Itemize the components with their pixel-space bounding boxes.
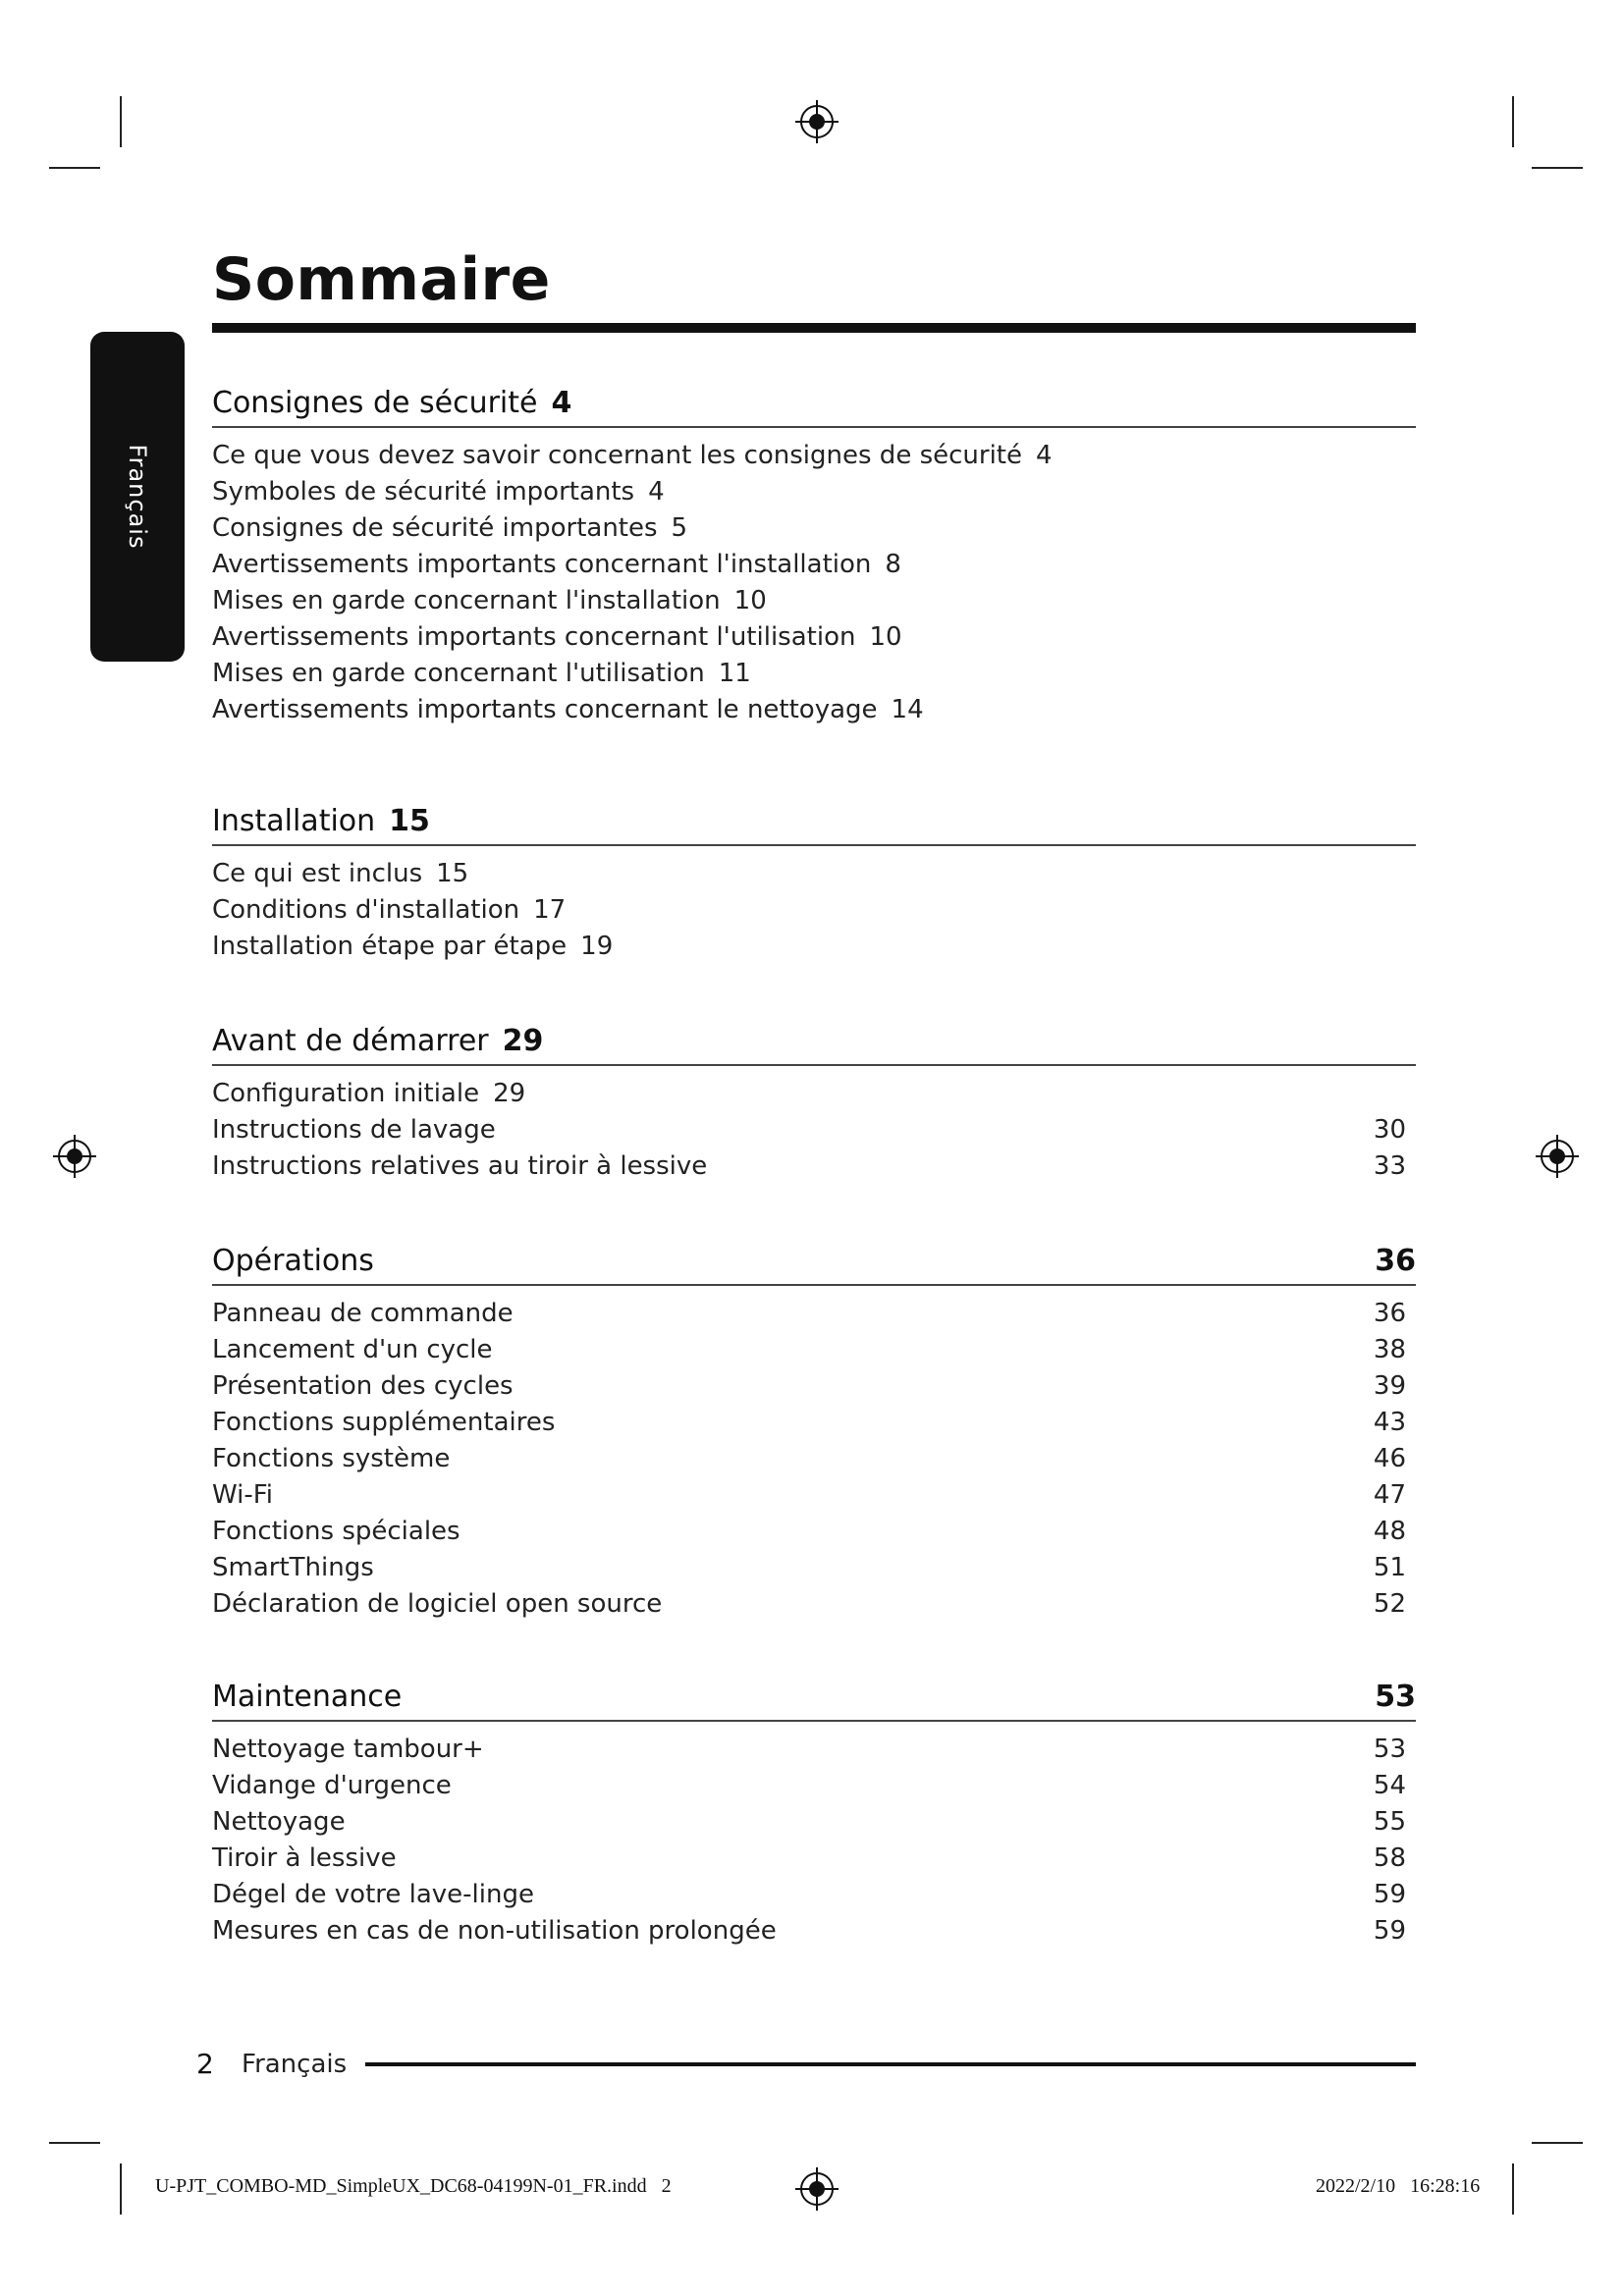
toc-item-page: 10 [733,586,767,615]
footer-language: Français [242,2050,348,2079]
toc-item-label: Présentation des cycles [212,1371,514,1401]
toc-item-page: 8 [885,550,901,579]
toc-item[interactable] [212,1332,1416,1368]
toc-item[interactable] [212,1405,1416,1441]
toc-item-label: Avertissements importants concernant l'utilisation [212,622,856,652]
crop-mark-bottom-left-h [49,2142,100,2144]
toc-item-page: 17 [533,895,567,925]
toc-item[interactable] [212,438,1416,474]
section-items [212,1076,1416,1185]
toc-item-page: 59 [1373,1880,1406,1909]
toc-item[interactable] [212,656,1416,692]
toc-item-label: Wi-Fi [212,1480,274,1510]
crop-mark-bottom-right-h [1532,2142,1583,2144]
toc-item[interactable] [212,1441,1416,1477]
toc-item-label: Dégel de votre lave-linge [212,1880,534,1909]
section-page: 53 [1375,1680,1416,1714]
crop-mark-top-left-v [120,96,122,147]
toc-item-label: Déclaration de logiciel open source [212,1589,663,1619]
section-title: Installation 15 [212,804,430,838]
toc-section-installation [212,799,1416,965]
toc-item-page: 47 [1373,1480,1406,1510]
toc-item[interactable] [212,1112,1416,1148]
language-side-tab [90,332,185,662]
section-items [212,1732,1416,1949]
toc-item-label: Configuration initiale [212,1079,480,1108]
toc-item-page: 29 [493,1079,526,1108]
toc-item-page: 11 [718,659,751,688]
toc-item-page: 46 [1373,1444,1406,1473]
toc-item[interactable] [212,1768,1416,1804]
toc-item-page: 38 [1373,1335,1406,1364]
toc-item-page: 48 [1373,1517,1406,1546]
section-items [212,856,1416,965]
toc-section-consignes [212,381,1416,728]
toc-item[interactable] [212,1877,1416,1913]
print-slug-file: U-PJT_COMBO-MD_SimpleUX_DC68-04199N-01_FR.indd 2 [155,2175,672,2197]
toc-item-label: Consignes de sécurité importantes [212,513,658,543]
toc-item-label: Tiroir à lessive [212,1843,397,1873]
toc-item-page: 15 [436,859,469,888]
toc-item[interactable] [212,1368,1416,1405]
toc-item-page: 30 [1373,1115,1406,1145]
section-title: Opérations [212,1244,374,1278]
toc-item-page: 55 [1373,1807,1406,1837]
registration-mark-top-icon [795,100,839,143]
toc-item-label: Fonctions système [212,1444,451,1473]
title-rule [212,323,1416,333]
toc-item[interactable] [212,1296,1416,1332]
crop-mark-top-right-h [1532,167,1583,169]
print-slug-timestamp: 2022/2/10 16:28:16 [1316,2175,1481,2197]
crop-mark-top-right-v [1512,96,1514,147]
toc-item[interactable] [212,1586,1416,1623]
toc-item[interactable] [212,1076,1416,1112]
toc-item-label: Symboles de sécurité importants [212,477,635,507]
section-page: 36 [1375,1244,1416,1278]
toc-item-page: 4 [1036,441,1053,470]
toc-item-label: Avertissements importants concernant l'installation [212,550,872,579]
toc-item-page: 58 [1373,1843,1406,1873]
toc-item-label: Mises en garde concernant l'installation [212,586,721,615]
section-items [212,1296,1416,1623]
toc-item[interactable] [212,619,1416,656]
section-title: Consignes de sécurité 4 [212,386,572,420]
crop-mark-bottom-right-v [1512,2163,1514,2215]
toc-item[interactable] [212,856,1416,892]
toc-item-label: Mises en garde concernant l'utilisation [212,659,705,688]
section-page: 4 [551,386,572,420]
toc-item[interactable] [212,1477,1416,1514]
section-title: Avant de démarrer 29 [212,1024,544,1058]
toc-item-label: Nettoyage [212,1807,346,1837]
crop-mark-bottom-left-v [120,2163,122,2215]
toc-item-page: 43 [1373,1408,1406,1437]
language-side-tab-label: Français [124,444,151,550]
toc-item-label: Ce que vous devez savoir concernant les consignes de sécurité [212,441,1022,470]
toc-item-page: 33 [1373,1151,1406,1181]
toc-item[interactable] [212,892,1416,929]
section-title: Maintenance [212,1680,403,1714]
toc-section-maintenance [212,1675,1416,1949]
toc-item[interactable] [212,1913,1416,1949]
toc-item[interactable] [212,1550,1416,1586]
toc-item-page: 54 [1373,1771,1406,1800]
toc-item-page: 39 [1373,1371,1406,1401]
footer-page-number: 2 [196,2048,214,2080]
section-heading [212,1239,1416,1286]
toc-item-label: Installation étape par étape [212,932,568,961]
toc-item[interactable] [212,510,1416,547]
toc-item-page: 53 [1373,1735,1406,1764]
registration-mark-right-icon [1536,1135,1579,1178]
toc-item-page: 51 [1373,1553,1406,1582]
toc-item-label: Avertissements importants concernant le nettoyage [212,695,878,724]
toc-item[interactable] [212,1148,1416,1185]
toc-item-page: 59 [1373,1916,1406,1946]
toc-item[interactable] [212,583,1416,619]
toc-item-label: Lancement d'un cycle [212,1335,493,1364]
toc-item-label: Vidange d'urgence [212,1771,452,1800]
section-heading [212,1019,1416,1066]
toc-item-label: SmartThings [212,1553,374,1582]
toc-item[interactable] [212,1732,1416,1768]
section-heading [212,799,1416,846]
toc-item-page: 36 [1373,1299,1406,1328]
toc-item[interactable] [212,547,1416,583]
registration-mark-bottom-icon [795,2167,839,2211]
section-heading [212,381,1416,428]
toc-item-page: 52 [1373,1589,1406,1619]
crop-mark-top-left-h [49,167,100,169]
toc-item-page: 19 [580,932,614,961]
section-heading [212,1675,1416,1722]
toc-item[interactable] [212,474,1416,510]
toc-item-label: Instructions de lavage [212,1115,496,1145]
toc-item-page: 4 [648,477,665,507]
section-page: 15 [389,804,430,838]
toc-item-label: Conditions d'installation [212,895,520,925]
toc-item-label: Instructions relatives au tiroir à lessive [212,1151,708,1181]
toc-item[interactable] [212,1514,1416,1550]
toc-item-label: Ce qui est inclus [212,859,423,888]
toc-section-operations [212,1239,1416,1623]
toc-item[interactable] [212,1841,1416,1877]
footer-rule [365,2062,1416,2066]
section-items [212,438,1416,728]
toc-section-avant-de-demarrer [212,1019,1416,1185]
toc-item-label: Panneau de commande [212,1299,514,1328]
page-title: Sommaire [212,245,551,314]
toc-item-page: 10 [869,622,902,652]
toc-item[interactable] [212,929,1416,965]
toc-item-label: Mesures en cas de non-utilisation prolongée [212,1916,777,1946]
toc-item[interactable] [212,692,1416,728]
toc-item-label: Fonctions supplémentaires [212,1408,556,1437]
toc-item[interactable] [212,1804,1416,1841]
registration-mark-left-icon [53,1135,96,1178]
toc-item-page: 14 [891,695,924,724]
section-page: 29 [502,1024,544,1058]
toc-item-label: Fonctions spéciales [212,1517,460,1546]
toc-item-page: 5 [671,513,688,543]
toc-item-label: Nettoyage tambour+ [212,1735,484,1764]
